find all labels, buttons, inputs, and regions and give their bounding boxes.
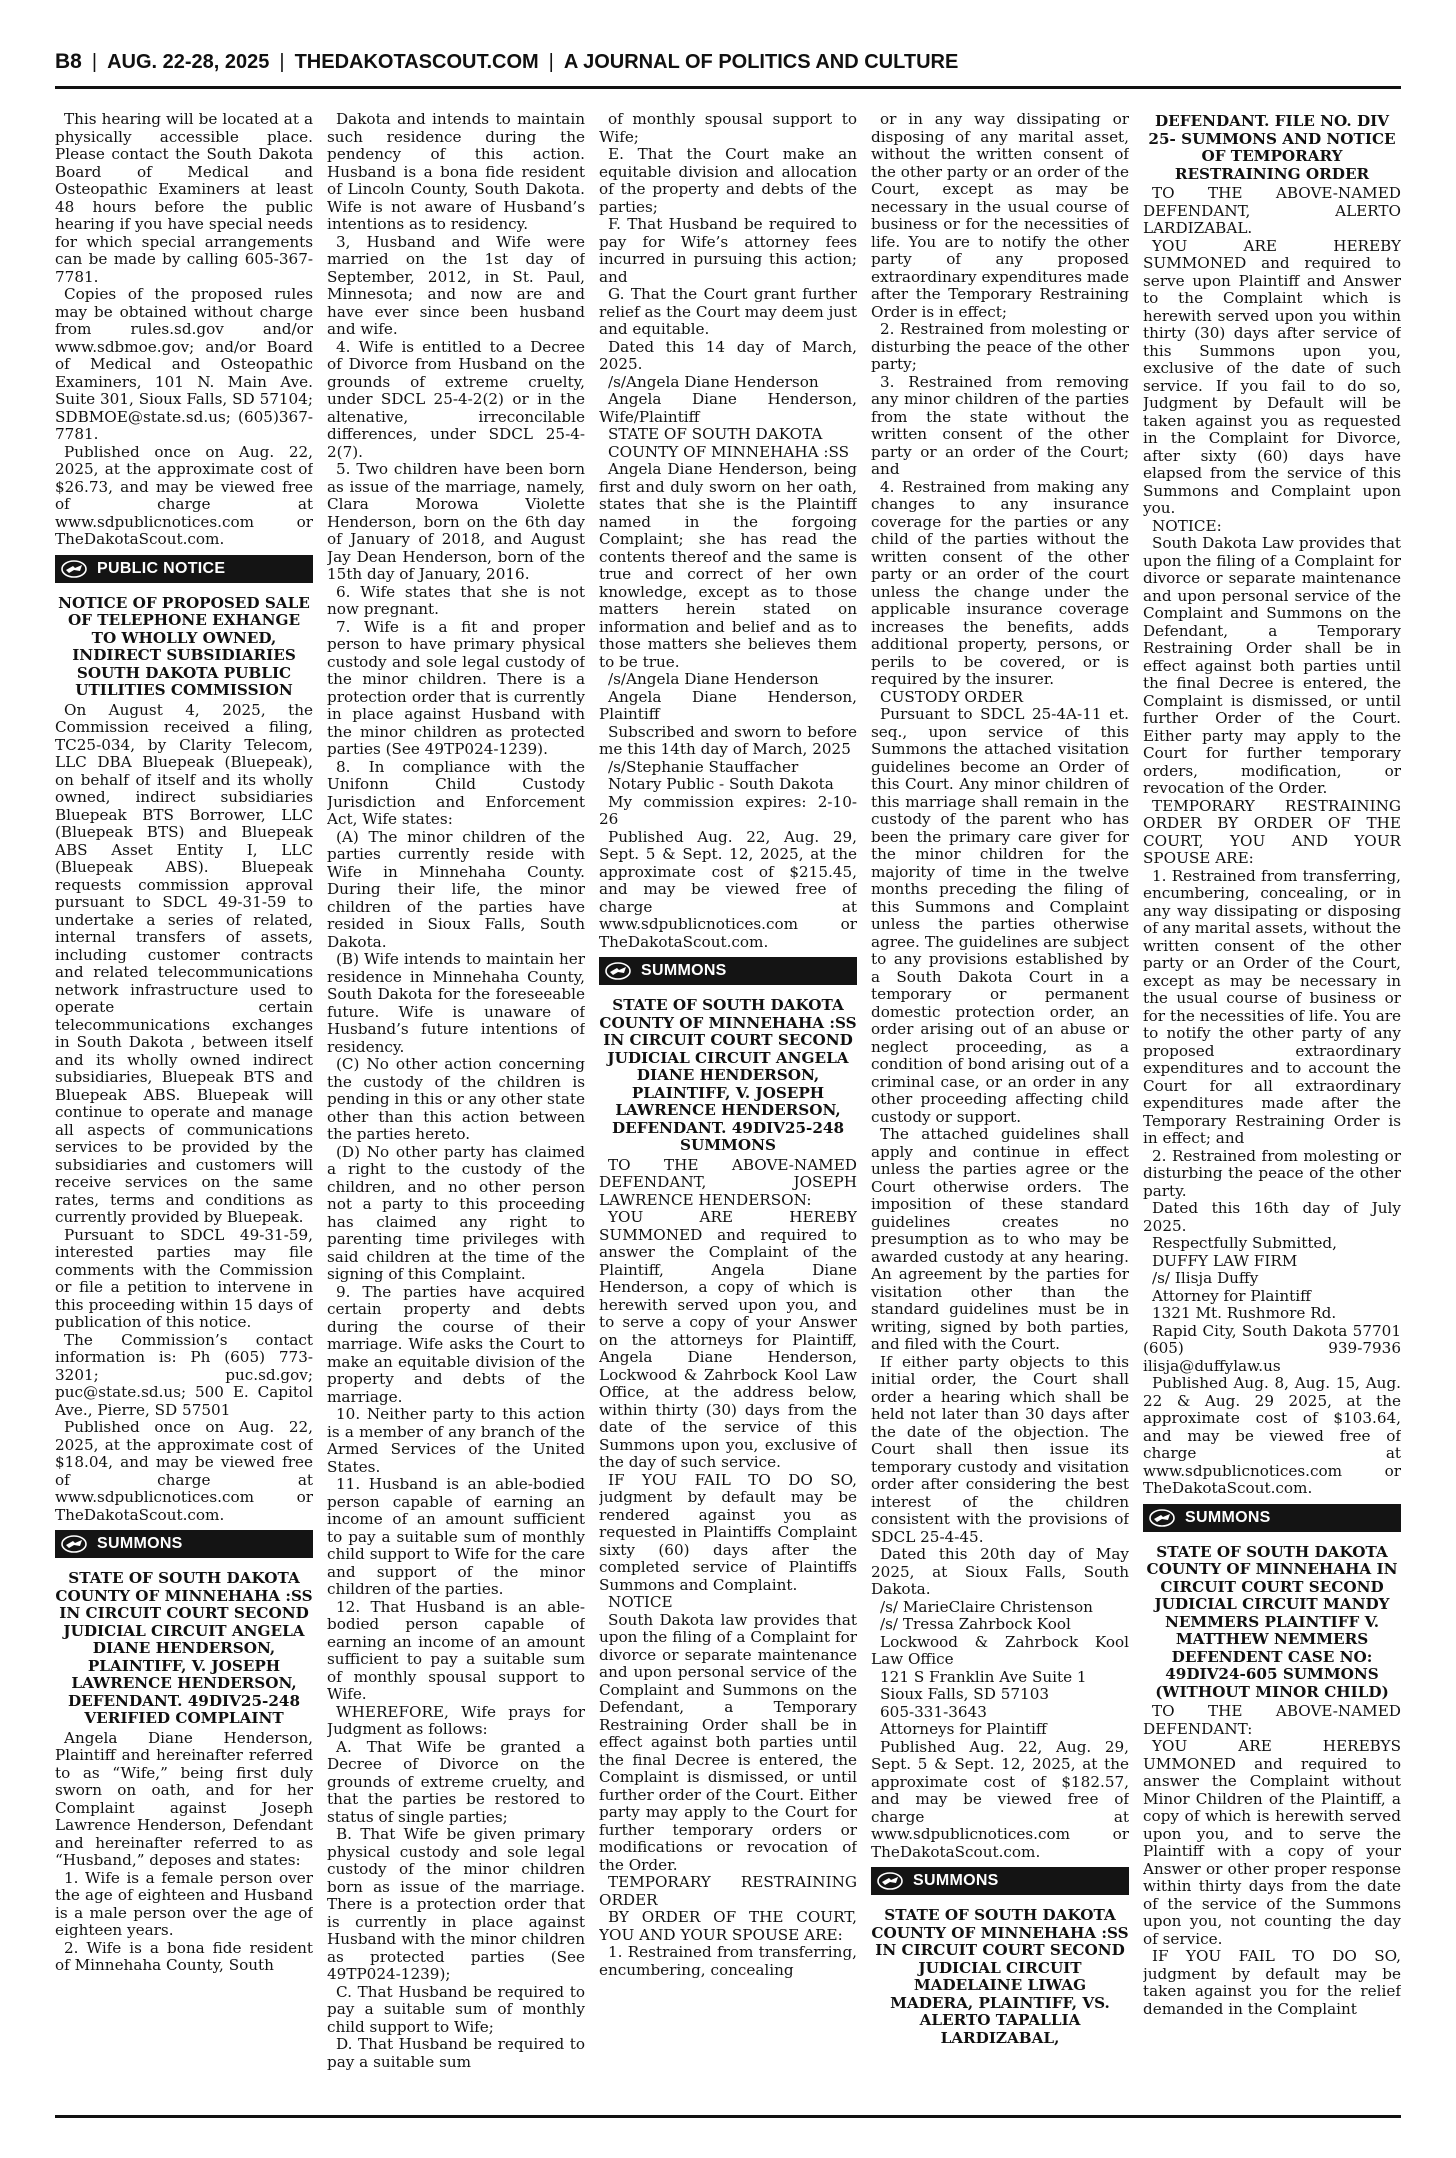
- paragraph: 11. Husband is an able-bodied person capable of earning an income of an amount sufficient to pay a suitable sum of monthly child support to Wife for the care and support of the minor children of the parties.: [327, 1475, 585, 1598]
- page-header: [55, 44, 1401, 80]
- column-4: [871, 111, 1129, 2109]
- column-1: [55, 111, 313, 2109]
- paragraph: (B) Wife intends to maintain her residence in Minnehaha County, South Dakota for the foreseeable future. Wife is unaware of Husband’s future intentions of residency.: [327, 950, 585, 1056]
- paragraph: TEMPORARY RESTRAINING ORDER BY ORDER OF THE COURT, YOU AND YOUR SPOUSE ARE:: [1143, 796, 1401, 867]
- paragraph: IF YOU FAIL TO DO SO, judgment by default may be rendered against you as requested in Plaintiffs Complaint sixty (60) days after the completed service of Plaintiffs Summons and Complaint.: [599, 1470, 857, 1594]
- paragraph: A. That Wife be granted a Decree of Divorce on the grounds of extreme cruelty, and that the parties be restored to status of single parties;: [327, 1737, 585, 1826]
- paragraph: D. That Husband be required to pay a suitable sum: [327, 2035, 585, 2071]
- scout-logo-icon: [1147, 1507, 1177, 1529]
- paragraph: 3, Husband and Wife were married on the 1st day of September, 2012, in St. Paul, Minnesota; and now are and have ever since been husband and wife.: [327, 232, 585, 338]
- paragraph: 8. In compliance with the Unifonn Child Custody Jurisdiction and Enforcement Act, Wife states:: [327, 757, 585, 828]
- banner-label: SUMMONS: [913, 1872, 999, 1890]
- paragraph: 12. That Husband is an able-bodied person capable of earning an income of an amount sufficient to pay a suitable sum of monthly spousal support to Wife.: [327, 1597, 585, 1703]
- paragraph: My commission expires: 2-10-26: [599, 792, 857, 828]
- paragraph: STATE OF SOUTH DAKOTA: [608, 425, 823, 443]
- notice-heading: STATE OF SOUTH DAKOTA COUNTY OF MINNEHAHA :SS IN CIRCUIT COURT SECOND JUDICIAL CIRCUIT MADELAINE LIWAG MADERA, PLAINTIFF, VS. ALERTO TAPALLIA LARDIZABAL,: [871, 1906, 1129, 2047]
- paragraph: BY ORDER OF THE COURT, YOU AND YOUR SPOUSE ARE:: [599, 1908, 857, 1944]
- paragraph: Pursuant to SDCL 25-4A-11 et. seq., upon service of this Summons the attached visitation guidelines become an Order of this Court. Any minor children of this marriage shall remain in the custody of the parent who has been the primary care giver for the minor children for the majority of time in the twelve months preceding the filing of this Summons and Complaint unless the parties otherwise agree. The guidelines are subject to any provisions established by a South Dakota Court in a temporary or permanent domestic protection order, an order arising out of an abuse or neglect proceeding, as a condition of bond arising out of a criminal case, or an order in any other proceeding affecting child custody or support.: [871, 705, 1129, 1126]
- notice-columns: [55, 111, 1401, 2109]
- paragraph: 6. Wife states that she is not now pregnant.: [327, 582, 585, 618]
- paragraph: Angela Diane Henderson, Wife/Plaintiff: [599, 390, 857, 426]
- paragraph: Angela Diane Henderson, being first and duly sworn on her oath, states that she is the Plaintiff named in the forgoing Complaint; she has read the contents thereof and the same is true and correct of her own knowledge, except as to those matters herein stated on information and belief and as to those matters she believes them to be true.: [599, 460, 857, 671]
- tagline: A JOURNAL OF POLITICS AND CULTURE: [563, 51, 959, 73]
- paragraph: The Commission’s contact information is: Ph (605) 773-3201; puc.sd.gov; puc@state.sd.us; 500 E. Capitol Ave., Pierre, SD 57501: [55, 1330, 313, 1419]
- paragraph: WHEREFORE, Wife prays for Judgment as follows:: [327, 1702, 585, 1738]
- paragraph: Subscribed and sworn to before me this 14th day of March, 2025: [599, 722, 857, 758]
- column-5: [1143, 111, 1401, 2109]
- paragraph: Sioux Falls, SD 57103: [880, 1685, 1050, 1703]
- paragraph: On August 4, 2025, the Commission received a filing, TC25-034, by Clarity Telecom, LLC DBA Bluepeak (Bluepeak), on behalf of itself and its wholly owned, indirect subsidiaries Bluepeak BTS Borrower, LLC (Bluepeak BTS) and Bluepeak ABS Asset Entity I, LLC (Bluepeak ABS). Bluepeak requests commission approval pursuant to SDCL 49-31-59 to undertake a series of related, internal transfers of assets, including customer contracts and related telecommunications network infrastructure used to operate certain telecommunications exchanges in South Dakota , between itself and its wholly owned indirect subsidiaries, Bluepeak BTS and Bluepeak ABS. Bluepeak will continue to operate and manage all aspects of communications services to be provided by the subsidiaries and customers will receive services on the same rates, terms and conditions as currently provided by Bluepeak.: [55, 700, 313, 1226]
- issue-date: AUG. 22-28, 2025: [107, 51, 270, 73]
- paragraph: YOU ARE HEREBY SUMMONED and required to serve upon Plaintiff and Answer to the Complaint which is herewith served upon you within thirty (30) days after service of this Summons upon you, exclusive of the date of such service. If you fail to do so, Judgment by Default will be taken against you as requested in the Complaint for Divorce, after sixty (60) days have elapsed from the service of this Summons and Complaint upon you.: [1143, 236, 1401, 517]
- paragraph: 2. Restrained from molesting or disturbing the peace of the other party;: [871, 320, 1129, 373]
- scout-logo-icon: [875, 1870, 905, 1892]
- paragraph: (A) The minor children of the parties currently reside with Wife in Minnehaha County. During their life, the minor children of the parties have resided in Sioux Falls, South Dakota.: [327, 827, 585, 951]
- paragraph: 10. Neither party to this action is a member of any branch of the Armed Services of the United States.: [327, 1405, 585, 1476]
- paragraph: Published once on Aug. 22, 2025, at the approximate cost of $26.73, and may be viewed free of charge at www.sdpublicnotices.com or TheDakotaScout.com.: [55, 442, 313, 548]
- paragraph: /s/ Tressa Zahrbock Kool: [880, 1615, 1071, 1633]
- paragraph: NOTICE:: [1152, 516, 1222, 535]
- paragraph: Published Aug. 22, Aug. 29, Sept. 5 & Sept. 12, 2025, at the approximate cost of $215.45, and may be viewed free of charge at www.sdpublicnotices.com or TheDakotaScout.com.: [599, 827, 857, 951]
- paragraph: or in any way dissipating or disposing of any marital asset, without the written consent of the other party or an order of the Court, except as may be necessary in the usual course of business or for the necessities of life. You are to notify the other party of any proposed extraordinary expenditures made after the Temporary Restraining Order is in effect;: [871, 111, 1129, 321]
- notice-heading: STATE OF SOUTH DAKOTA COUNTY OF MINNEHAHA :SS IN CIRCUIT COURT SECOND JUDICIAL CIRCUIT ANGELA DIANE HENDERSON, PLAINTIFF, V. JOSEPH LAWRENCE HENDERSON, DEFENDANT. 49DIV25-248 VERIFIED COMPLAINT: [55, 1569, 313, 1727]
- paragraph: B. That Wife be given primary physical custody and sole legal custody of the minor children born as issue of the marriage. There is a protection order that is currently in place against Husband with the minor children as protected parties (See 49TP024-1239);: [327, 1825, 585, 1983]
- paragraph: 5. Two children have been born as issue of the marriage, namely, Clara Morowa Violette Henderson, born on the 6th day of January of 2018, and August Jay Dean Henderson, born of the 15th day of January, 2016.: [327, 460, 585, 583]
- header-separator: |: [548, 51, 554, 73]
- paragraph: Lockwood & Zahrbock Kool Law Office: [871, 1632, 1129, 1668]
- paragraph: This hearing will be located at a physically accessible place. Please contact the South Dakota Board of Medical and Osteopathic Examiners at least 48 hours before the public hearing if you have special needs for which special arrangements can be made by calling 605-367-7781.: [55, 111, 313, 286]
- scout-logo-icon: [603, 960, 633, 982]
- summons-banner: [599, 957, 857, 985]
- paragraph: TO THE ABOVE-NAMED DEFENDANT, ALERTO LARDIZABAL.: [1143, 184, 1401, 237]
- paragraph: Attorney for Plaintiff: [1152, 1286, 1311, 1305]
- paragraph: DUFFY LAW FIRM: [1152, 1251, 1298, 1270]
- summons-banner: [871, 1867, 1129, 1895]
- paragraph: 605-331-3643: [880, 1702, 987, 1721]
- notice-heading: STATE OF SOUTH DAKOTA COUNTY OF MINNEHAHA IN CIRCUIT COURT SECOND JUDICIAL CIRCUIT MANDY NEMMERS PLAINTIFF V. MATTHEW NEMMERS DEFENDENT CASE NO: 49DIV24-605 SUMMONS (WITHOUT MINOR CHILD): [1146, 1542, 1398, 1701]
- header-rule: [55, 86, 1401, 89]
- paragraph: F. That Husband be required to pay for Wife’s attorney fees incurred in pursuing this action; and: [599, 215, 857, 286]
- paragraph: 1. Restrained from transferring, encumbering, concealing: [599, 1943, 857, 1979]
- paragraph: 1. Wife is a female person over the age of eighteen and Husband is a male person over the age of eighteen years.: [55, 1868, 313, 1939]
- paragraph: 2. Restrained from molesting or disturbing the peace of the other party.: [1143, 1146, 1401, 1200]
- paragraph: Dated this 16th day of July 2025.: [1143, 1199, 1401, 1235]
- paragraph: Respectfully Submitted,: [1152, 1234, 1337, 1252]
- paragraph: COUNTY OF MINNEHAHA :SS: [608, 442, 850, 461]
- paragraph: YOU ARE HEREBYS UMMONED and required to answer the Complaint without Minor Children of the Plaintiff, a copy of which is herewith served upon you, and to serve the Plaintiff with a copy of your Answer or other proper response within thirty days from the date of the service of the Summons upon you, not counting the day of service.: [1143, 1737, 1401, 1948]
- site-name: THEDAKOTASCOUT.COM: [294, 51, 539, 73]
- footer-rule: [55, 2115, 1401, 2118]
- paragraph: (C) No other action concerning the custody of the children is pending in this or any other state other than this action between the parties hereto.: [327, 1055, 585, 1143]
- public-notice-banner: [55, 555, 313, 583]
- paragraph: Attorneys for Plaintiff: [880, 1720, 1047, 1738]
- paragraph: E. That the Court make an equitable division and allocation of the property and debts of the parties;: [599, 145, 857, 216]
- header-separator: |: [91, 51, 98, 73]
- paragraph: 7. Wife is a fit and proper person to have primary physical custody and sole legal custody of the minor children. There is a protection order that is currently in place against Husband with the minor children as protected parties (See 49TP024-1239).: [327, 617, 585, 758]
- paragraph: Published Aug. 8, Aug. 15, Aug. 22 & Aug. 29 2025, at the approximate cost of $103.64, and may be viewed free of charge at www.sdpublicnotices.com or TheDakotaScout.com.: [1143, 1374, 1401, 1497]
- scout-logo-icon: [59, 558, 89, 580]
- paragraph: Angela Diane Henderson, Plaintiff: [599, 687, 857, 723]
- paragraph: /s/Stephanie Stauffacher: [608, 757, 799, 776]
- paragraph: If either party objects to this initial order, the Court shall order a hearing which shall be held not later than 30 days after the date of the objection. The Court shall then issue its temporary custody and visitation order after considering the best interest of the children consistent with the provisions of SDCL 25-4-45.: [871, 1352, 1129, 1546]
- header-separator: |: [279, 51, 285, 73]
- paragraph: /s/ Ilisja Duffy: [1152, 1269, 1259, 1287]
- paragraph: 2. Wife is a bona fide resident of Minnehaha County, South: [55, 1938, 313, 1974]
- paragraph: 9. The parties have acquired certain property and debts during the course of their marriage. Wife asks the Court to make an equitable division of the property and debts of the marriage.: [327, 1282, 585, 1406]
- paragraph: 1321 Mt. Rushmore Rd.: [1152, 1304, 1337, 1322]
- page-number: B8: [55, 50, 82, 73]
- paragraph: Pursuant to SDCL 49-31-59, interested parties may file comments with the Commission or file a petition to intervene in this proceeding within 15 days of publication of this notice.: [55, 1225, 313, 1331]
- notice-heading: STATE OF SOUTH DAKOTA COUNTY OF MINNEHAHA :SS IN CIRCUIT COURT SECOND JUDICIAL CIRCUIT ANGELA DIANE HENDERSON, PLAINTIFF, V. JOSEPH LAWRENCE HENDERSON, DEFENDANT. 49DIV25-248 SUMMONS: [599, 996, 857, 1154]
- paragraph: 1. Restrained from transferring, encumbering, concealing, or in any way dissipating or disposing of any marital assets, without the written consent of the other party or an Order of the Court, except as may be necessary in the usual course of business or for the necessities of life. You are to notify the other party of any proposed extraordinary expenditures and to account the Court for all extraordinary expenditures made after the Temporary Restraining Order is in effect; and: [1143, 866, 1401, 1147]
- scout-logo-icon: [59, 1533, 89, 1555]
- paragraph: Rapid City, South Dakota 57701 (605) 939-7936 ilisja@duffylaw.us: [1143, 1321, 1401, 1375]
- paragraph: Notary Public - South Dakota: [608, 775, 834, 793]
- paragraph: CUSTODY ORDER: [880, 687, 1024, 706]
- paragraph: C. That Husband be required to pay a suitable sum of monthly child support to Wife;: [327, 1982, 585, 2036]
- summons-banner: [55, 1530, 313, 1558]
- paragraph: TO THE ABOVE-NAMED DEFENDANT:: [1143, 1702, 1401, 1738]
- paragraph: South Dakota law provides that upon the filing of a Complaint for divorce or separate maintenance and upon personal service of the Complaint and Summons on the Defendant, a Temporary Restraining Order shall be in effect against both parties until the final Decree is entered, the Complaint is dismissed, or until further order of the Court. Either party may apply to the Court for further temporary orders or modifications or revocation of the Order.: [599, 1610, 857, 1874]
- paragraph: YOU ARE HEREBY SUMMONED and required to answer the Complaint of the Plaintiff, Angela Diane Henderson, a copy of which is herewith served upon you, and to serve a copy of your Answer on the attorneys for Plaintiff, Angela Diane Henderson, Lockwood & Zahrbock Kool Law Office, at the address below, within thirty (30) days from the date of the service of this Summons upon you, exclusive of the day of such service.: [599, 1208, 857, 1471]
- paragraph: G. That the Court grant further relief as the Court may deem just and equitable.: [599, 285, 857, 338]
- paragraph: Dakota and intends to maintain such residence during the pendency of this action. Husband is a bona fide resident of Lincoln County, South Dakota. Wife is not aware of Husband’s intentions as to residency.: [327, 111, 585, 233]
- paragraph: South Dakota Law provides that upon the filing of a Complaint for divorce or separate maintenance and upon personal service of the Complaint and Summons on the Defendant, a Temporary Restraining Order shall be in effect against both parties until the final Decree is entered, the Complaint is dismissed, or until further Order of the Court. Either party may apply to the Court for further temporary orders, modification, or revocation of the Order.: [1143, 534, 1401, 797]
- banner-label: SUMMONS: [97, 1535, 183, 1553]
- paragraph: The attached guidelines shall apply and continue in effect unless the parties agree or the Court otherwise orders. The imposition of these standard guidelines creates no presumption as to who may be awarded custody at any hearing. An agreement by the parties for visitation other than the standard guidelines must be in writing, signed by both parties, and filed with the Court.: [871, 1125, 1129, 1353]
- paragraph: Published Aug. 22, Aug. 29, Sept. 5 & Sept. 12, 2025, at the approximate cost of $182.57, and may be viewed free of charge at www.sdpublicnotices.com or TheDakotaScout.com.: [871, 1737, 1129, 1861]
- paragraph: Published once on Aug. 22, 2025, at the approximate cost of $18.04, and may be viewed free of charge at www.sdpublicnotices.com or TheDakotaScout.com.: [55, 1418, 313, 1524]
- paragraph: NOTICE: [608, 1593, 673, 1611]
- paragraph: TO THE ABOVE-NAMED DEFENDANT, JOSEPH LAWRENCE HENDERSON:: [599, 1155, 857, 1209]
- paragraph: TEMPORARY RESTRAINING ORDER: [599, 1873, 857, 1909]
- paragraph: Dated this 14 day of March, 2025.: [599, 337, 857, 373]
- paragraph: Copies of the proposed rules may be obtained without charge from rules.sd.gov and/or www.sdbmoe.gov; and/or Board of Medical and Osteopathic Examiners, 101 N. Main Ave. Suite 301, Sioux Falls, SD 57104; SDBMOE@state.sd.us; (605)367-7781.: [55, 285, 313, 443]
- banner-label: SUMMONS: [641, 962, 727, 980]
- notice-heading: DEFENDANT. FILE NO. DIV 25- SUMMONS AND NOTICE OF TEMPORARY RESTRAINING ORDER: [1148, 112, 1396, 183]
- notice-heading: NOTICE OF PROPOSED SALE OF TELEPHONE EXHANGE TO WHOLLY OWNED, INDIRECT SUBSIDIARIES SOUTH DAKOTA PUBLIC UTILITIES COMMISSION: [58, 593, 310, 699]
- paragraph: 4. Restrained from making any changes to any insurance coverage for the parties or any child of the parties without the written consent of the other party or an order of the court unless the change under the applicable insurance coverage increases the benefits, adds additional property, persons, or perils to be covered, or is required by the insurer.: [871, 477, 1129, 688]
- paragraph: 3. Restrained from removing any minor children of the parties from the state without the written consent of the other party or an order of the Court; and: [871, 372, 1129, 478]
- paragraph: (D) No other party has claimed a right to the custody of the children, and no other person not a party to this proceeding has claimed any right to parenting time privileges with said children at the time of the signing of this Complaint.: [327, 1142, 585, 1283]
- paragraph: /s/ MarieClaire Christenson: [880, 1597, 1093, 1616]
- summons-banner: [1143, 1504, 1401, 1532]
- column-2: [327, 111, 585, 2109]
- banner-label: SUMMONS: [1185, 1508, 1271, 1526]
- paragraph: IF YOU FAIL TO DO SO, judgment by default may be taken against you for the relief demanded in the Complaint: [1143, 1947, 1401, 2018]
- column-3: [599, 111, 857, 2109]
- paragraph: Dated this 20th day of May 2025, at Sioux Falls, South Dakota.: [871, 1545, 1129, 1598]
- paragraph: 4. Wife is entitled to a Decree of Divorce from Husband on the grounds of extreme cruelty, under SDCL 25-4-2(2) or in the altenative, irreconcilable differences, under SDCL 25-4-2(7).: [327, 337, 585, 461]
- paragraph: 121 S Franklin Ave Suite 1: [880, 1667, 1087, 1686]
- banner-label: PUBLIC NOTICE: [97, 559, 226, 577]
- paragraph: /s/Angela Diane Henderson: [608, 372, 819, 391]
- paragraph: /s/Angela Diane Henderson: [608, 670, 819, 688]
- paragraph: of monthly spousal support to Wife;: [599, 111, 857, 146]
- paragraph: Angela Diane Henderson, Plaintiff and hereinafter referred to as “Wife,” being first duly sworn on oath, and for her Complaint against Joseph Lawrence Henderson, Defendant and hereinafter referred to as “Husband,” deposes and states:: [55, 1728, 313, 1869]
